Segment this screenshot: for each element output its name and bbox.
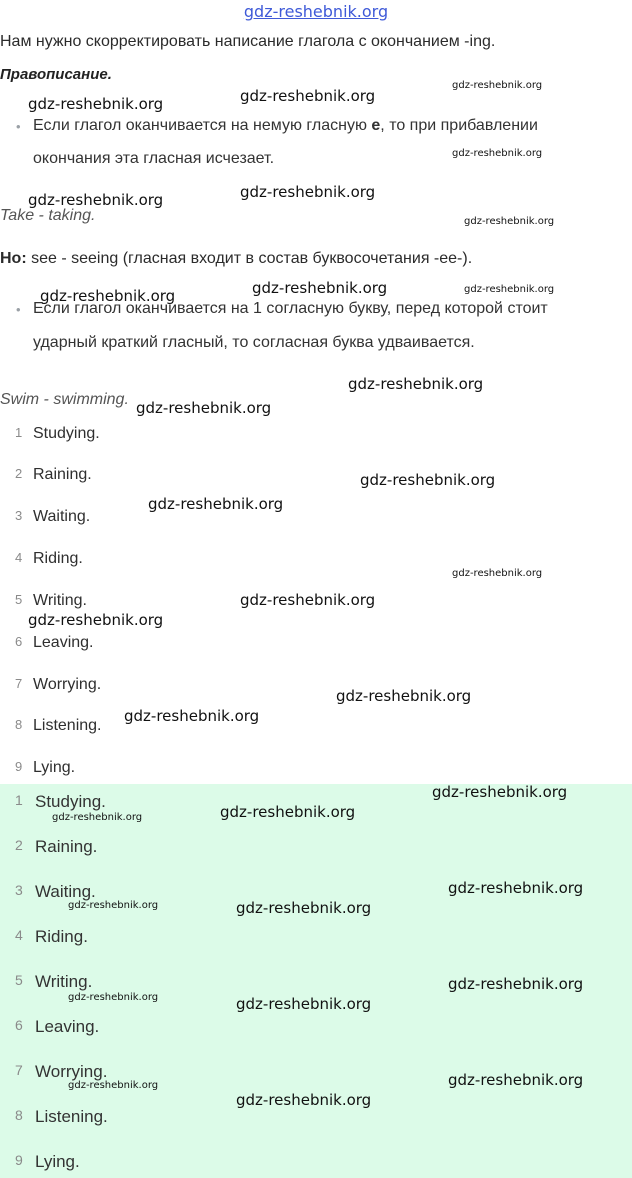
list-item <box>0 837 300 859</box>
item-text: Leaving. <box>33 634 94 651</box>
watermark: gdz-reshebnik.org <box>464 216 555 227</box>
item-text: Raining. <box>35 837 98 856</box>
item-text: Worrying. <box>33 676 102 693</box>
item-number: 8 <box>15 717 23 732</box>
watermark: gdz-reshebnik.org <box>236 899 372 917</box>
watermark: gdz-reshebnik.org <box>124 707 260 725</box>
item-text: Listening. <box>35 1107 108 1126</box>
example-take: Take - taking. <box>0 207 96 224</box>
watermark: gdz-reshebnik.org <box>348 375 484 393</box>
rule1-line2: окончания эта гласная исчезает. <box>33 150 275 167</box>
item-text: Studying. <box>35 792 106 811</box>
item-text: Writing. <box>33 592 87 609</box>
exception-text: see - seeing (гласная входит в состав буквосочетания -ee-). <box>26 250 473 267</box>
watermark: gdz-reshebnik.org <box>464 284 555 295</box>
watermark: gdz-reshebnik.org <box>240 591 376 609</box>
list-item <box>0 1017 300 1039</box>
watermark: gdz-reshebnik.org <box>68 992 159 1003</box>
watermark: gdz-reshebnik.org <box>452 148 543 159</box>
watermark: gdz-reshebnik.org <box>28 95 164 113</box>
exception-label: Но: <box>0 250 27 267</box>
list-item <box>0 972 300 994</box>
item-number: 7 <box>15 1062 23 1078</box>
watermark: gdz-reshebnik.org <box>452 80 543 91</box>
watermark: gdz-reshebnik.org <box>240 183 376 201</box>
watermark: gdz-reshebnik.org <box>148 495 284 513</box>
watermark: gdz-reshebnik.org <box>28 191 164 209</box>
list-item <box>0 550 300 570</box>
item-text: Riding. <box>35 927 88 946</box>
exception-note <box>0 250 472 268</box>
item-number: 7 <box>15 676 23 691</box>
watermark: gdz-reshebnik.org <box>52 812 143 823</box>
watermark: gdz-reshebnik.org <box>28 611 164 629</box>
item-number: 2 <box>15 837 23 853</box>
list-item <box>0 425 300 445</box>
list-item <box>0 1107 300 1129</box>
item-number: 6 <box>15 1017 23 1033</box>
item-text: Worrying. <box>35 1062 108 1081</box>
rule1-text-b: , то при прибавлении <box>380 117 538 134</box>
bullet-dot: • <box>16 302 21 317</box>
item-number: 9 <box>15 1152 23 1168</box>
list-item <box>0 466 300 486</box>
rule1-line1 <box>33 117 538 135</box>
item-number: 2 <box>15 466 23 481</box>
item-number: 5 <box>15 972 23 988</box>
watermark: gdz-reshebnik.org <box>68 900 159 911</box>
watermark: gdz-reshebnik.org <box>236 995 372 1013</box>
watermark: gdz-reshebnik.org <box>448 1071 584 1089</box>
item-number: 1 <box>15 792 23 808</box>
watermark: gdz-reshebnik.org <box>360 471 496 489</box>
list-item <box>0 927 300 949</box>
watermark: gdz-reshebnik.org <box>448 975 584 993</box>
item-number: 3 <box>15 508 23 523</box>
watermark: gdz-reshebnik.org <box>452 568 543 579</box>
bullet-dot: • <box>16 119 21 134</box>
item-text: Waiting. <box>35 882 96 901</box>
item-text: Leaving. <box>35 1017 100 1036</box>
intro-text: Нам нужно скорректировать написание глагола с окончанием -ing. <box>0 33 496 50</box>
spelling-heading: Правописание. <box>0 66 112 83</box>
list-item <box>0 676 300 696</box>
item-text: Lying. <box>33 759 76 776</box>
rule2-line2: ударный краткий гласный, то согласная буква удваивается. <box>33 334 475 351</box>
item-number: 1 <box>15 425 23 440</box>
item-text: Raining. <box>33 466 92 483</box>
watermark: gdz-reshebnik.org <box>220 803 356 821</box>
watermark: gdz-reshebnik.org <box>252 279 388 297</box>
item-number: 4 <box>15 927 23 943</box>
item-text: Listening. <box>33 717 102 734</box>
watermark: gdz-reshebnik.org <box>40 287 176 305</box>
item-number: 9 <box>15 759 23 774</box>
watermark: gdz-reshebnik.org <box>336 687 472 705</box>
list-item <box>0 759 300 779</box>
watermark: gdz-reshebnik.org <box>240 87 376 105</box>
item-number: 4 <box>15 550 23 565</box>
watermark: gdz-reshebnik.org <box>68 1080 159 1091</box>
list-item <box>0 634 300 654</box>
item-text: Riding. <box>33 550 83 567</box>
example-swim: Swim - swimming. <box>0 391 129 408</box>
item-number: 3 <box>15 882 23 898</box>
watermark: gdz-reshebnik.org <box>136 399 272 417</box>
item-number: 5 <box>15 592 23 607</box>
item-text: Studying. <box>33 425 100 442</box>
watermark: gdz-reshebnik.org <box>236 1091 372 1109</box>
item-text: Writing. <box>35 972 93 991</box>
item-number: 6 <box>15 634 23 649</box>
item-text: Waiting. <box>33 508 91 525</box>
rule1-bold-vowel: е <box>371 117 381 134</box>
item-number: 8 <box>15 1107 23 1123</box>
watermark: gdz-reshebnik.org <box>448 879 584 897</box>
site-header-link[interactable]: gdz-reshebnik.org <box>243 2 389 21</box>
rule2-line1: Если глагол оканчивается на 1 согласную букву, перед которой стоит <box>33 300 548 317</box>
list-item <box>0 1152 300 1174</box>
watermark: gdz-reshebnik.org <box>432 783 568 801</box>
item-text: Lying. <box>35 1152 80 1171</box>
rule1-text-a: Если глагол оканчивается на немую гласную <box>33 117 372 134</box>
